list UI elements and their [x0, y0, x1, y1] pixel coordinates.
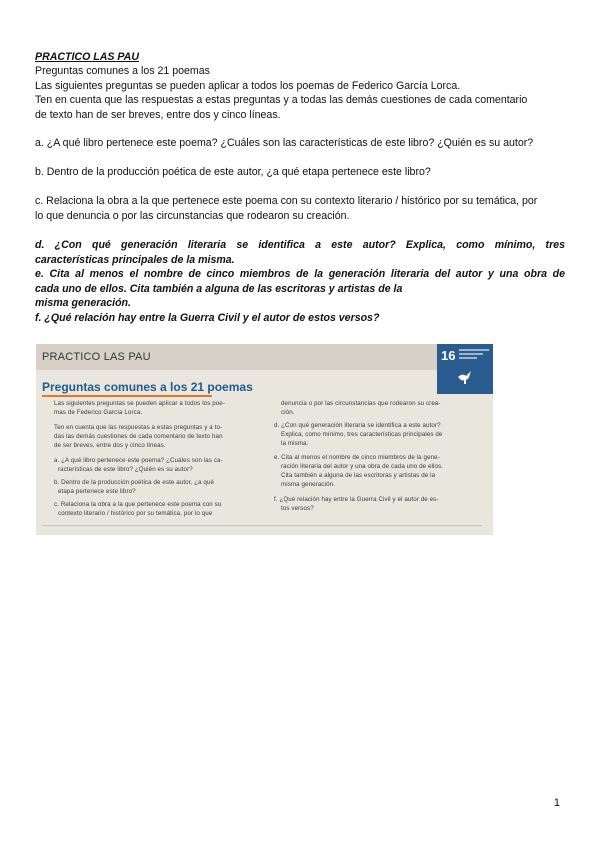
sdg-badge [437, 344, 493, 394]
photo-left-line: etapa pertenece este libro? [58, 488, 136, 495]
textbook-photo [36, 344, 493, 535]
photo-right-line: Cita también a alguna de las escritoras y artistas de la [281, 472, 436, 479]
photo-left-line: mas de Federico García Lorca. [54, 409, 143, 416]
photo-right-line: tos versos? [281, 505, 314, 512]
photo-subtitle: Preguntas comunes a los 21 poemas [42, 380, 253, 394]
question-d-line-1: d. ¿Con qué generación literaria se identifica a este autor? Explica, como mínimo, tres [35, 239, 565, 251]
photo-left-line: b. Dentro de la producción poética de este autor, ¿a qué [54, 479, 215, 486]
photo-left-line: de ser breves, entre dos y cinco líneas. [54, 442, 166, 449]
question-e-line-1: e. Cita al menos el nombre de cinco miembros de la generación literaria del autor y una obra de [35, 268, 565, 280]
page-number: 1 [553, 797, 560, 809]
question-c-line-2: lo que denuncia o por las circunstancias que rodearon su creación. [35, 210, 350, 222]
photo-right-line: ración literaria del autor y una obra de cada uno de ellos. [281, 463, 444, 470]
photo-right-line: misma generación. [281, 481, 335, 488]
photo-right-line: Explica, como mínimo, tres características principales de [281, 431, 443, 438]
question-f: f. ¿Qué relación hay entre la Guerra Civil y el autor de estos versos? [35, 311, 380, 324]
photo-right-line: f. ¿Qué relación hay entre la Guerra Civil y el autor de es- [274, 496, 439, 503]
photo-left-line: racterísticas de este libro? ¿Quién es su autor? [58, 466, 193, 473]
question-c-line-1: c. Relaciona la obra a la que pertenece este poema con su contexto literario / histórico por su temática, por [35, 195, 538, 207]
question-b: b. Dentro de la producción poética de este autor, ¿a qué etapa pertenece este libro? [35, 166, 431, 178]
document-body [35, 50, 565, 325]
intro-paragraph-1: Las siguientes preguntas se pueden aplicar a todos los poemas de Federico García Lorca. [35, 79, 461, 92]
photo-left-line: a. ¿A qué libro pertenece este poema? ¿Cuáles son las ca- [54, 457, 223, 464]
badge-number: 16 [441, 348, 456, 363]
document-subtitle: Preguntas comunes a los 21 poemas [35, 65, 210, 77]
dove-icon [456, 368, 474, 384]
photo-bottom-rule [42, 525, 482, 526]
question-e-line-2: cada uno de ellos. Cita también a alguna de las escritoras y artistas de la [35, 282, 403, 295]
photo-header-band [36, 344, 493, 370]
photo-left-line: das las demás cuestiones de cada comentario de texto han [54, 433, 223, 440]
photo-title: PRACTICO LAS PAU [42, 351, 151, 363]
intro-paragraph-2a: Ten en cuenta que las respuestas a estas preguntas y a todas las demás cuestiones de cada comentario [35, 94, 528, 106]
photo-right-line: e. Cita al menos el nombre de cinco miembros de la gene- [274, 454, 440, 461]
badge-caption [459, 349, 489, 359]
question-d-line-2: características principales de la misma. [35, 253, 235, 266]
photo-right-line: ción. [281, 409, 295, 416]
photo-left-line: c. Relaciona la obra a la que pertenece este poema con su [54, 501, 222, 508]
question-a: a. ¿A qué libro pertenece este poema? ¿Cuáles son las características de este libro? ¿Quién es su autor? [35, 137, 534, 149]
document-title: PRACTICO LAS PAU [35, 51, 139, 63]
photo-divider [42, 395, 212, 397]
photo-right-line: denuncia o por las circunstancias que rodearon su crea- [281, 400, 441, 407]
photo-right-line: la misma. [281, 440, 309, 447]
photo-left-line: Ten en cuenta que las respuestas a estas preguntas y a to- [54, 424, 223, 431]
intro-paragraph-2b: de texto han de ser breves, entre dos y cinco líneas. [35, 108, 281, 121]
photo-left-line: Las siguientes preguntas se pueden aplicar a todos los poe- [54, 400, 226, 407]
photo-left-line: contexto literario / histórico por su temática, por lo que [58, 510, 213, 517]
question-e-line-3: misma generación. [35, 297, 131, 309]
photo-right-line: d. ¿Con qué generación literaria se identifica a este autor? [274, 422, 441, 429]
